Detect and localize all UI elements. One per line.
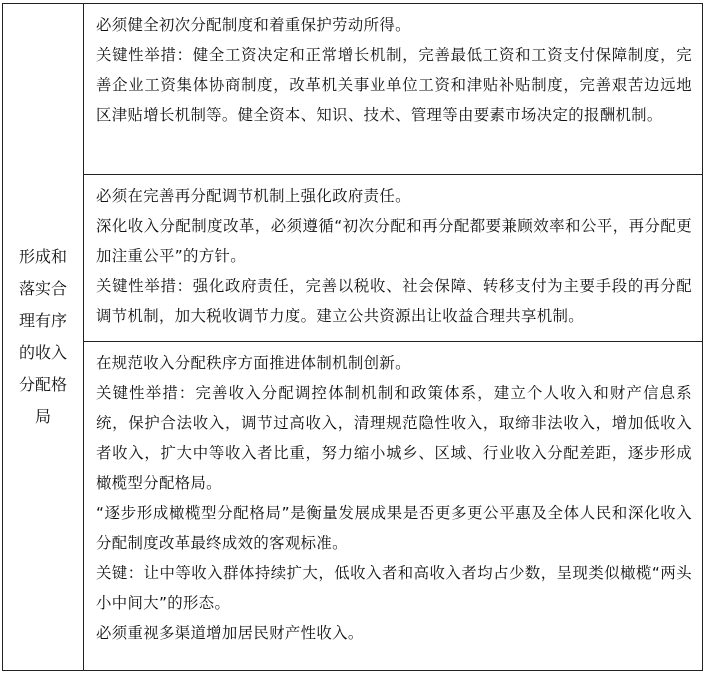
section-paragraph: 关键：让中等收入群体持续扩大，低收入者和高收入者均占少数，呈现类似橄榄“两头小中间大”的形态。 bbox=[96, 564, 692, 612]
section-paragraph: 关键性举措：强化政府责任，完善以税收、社会保障、转移支付为主要手段的再分配调节机制，加大税收调节力度。建立公共资源出让收益合理共享机制。 bbox=[96, 277, 692, 325]
section-paragraph: 必须重视多渠道增加居民财产性收入。 bbox=[96, 624, 364, 642]
section-distribution-order bbox=[84, 342, 702, 670]
content-table bbox=[2, 3, 703, 671]
left-header-cell bbox=[3, 4, 84, 670]
row-header-label: 形成和落实合理有序的收入分配格局 bbox=[18, 247, 67, 426]
section-heading: 必须在完善再分配调节机制上强化政府责任。 bbox=[96, 187, 411, 205]
section-heading: 必须健全初次分配制度和着重保护劳动所得。 bbox=[96, 16, 411, 34]
section-redistribution bbox=[84, 175, 702, 342]
section-paragraph: 关键性举措：健全工资决定和正常增长机制，完善最低工资和工资支付保障制度，完善企业工资集体协商制度，改革机关事业单位工资和津贴补贴制度，完善艰苦边远地区津贴增长机制等。健全资本、知识、技术、管理等由要素市场决定的报酬机制。 bbox=[96, 46, 692, 124]
section-paragraph: 深化收入分配制度改革，必须遵循“初次分配和再分配都要兼顾效率和公平，再分配更加注重公平”的方针。 bbox=[96, 217, 692, 265]
section-paragraph: “逐步形成橄榄型分配格局”是衡量发展成果是否更多更公平惠及全体人民和深化收入分配制度改革最终成效的客观标准。 bbox=[96, 504, 692, 552]
section-heading: 在规范收入分配秩序方面推进体制机制创新。 bbox=[96, 354, 411, 372]
right-column bbox=[84, 4, 702, 670]
section-paragraph: 关键性举措：完善收入分配调控体制机制和政策体系，建立个人收入和财产信息系统，保护合法收入，调节过高收入，清理规范隐性收入，取缔非法收入，增加低收入者收入，扩大中等收入者比重，努力缩小城乡、区域、行业收入分配差距，逐步形成橄榄型分配格局。 bbox=[96, 384, 692, 492]
section-initial-distribution bbox=[84, 4, 702, 175]
